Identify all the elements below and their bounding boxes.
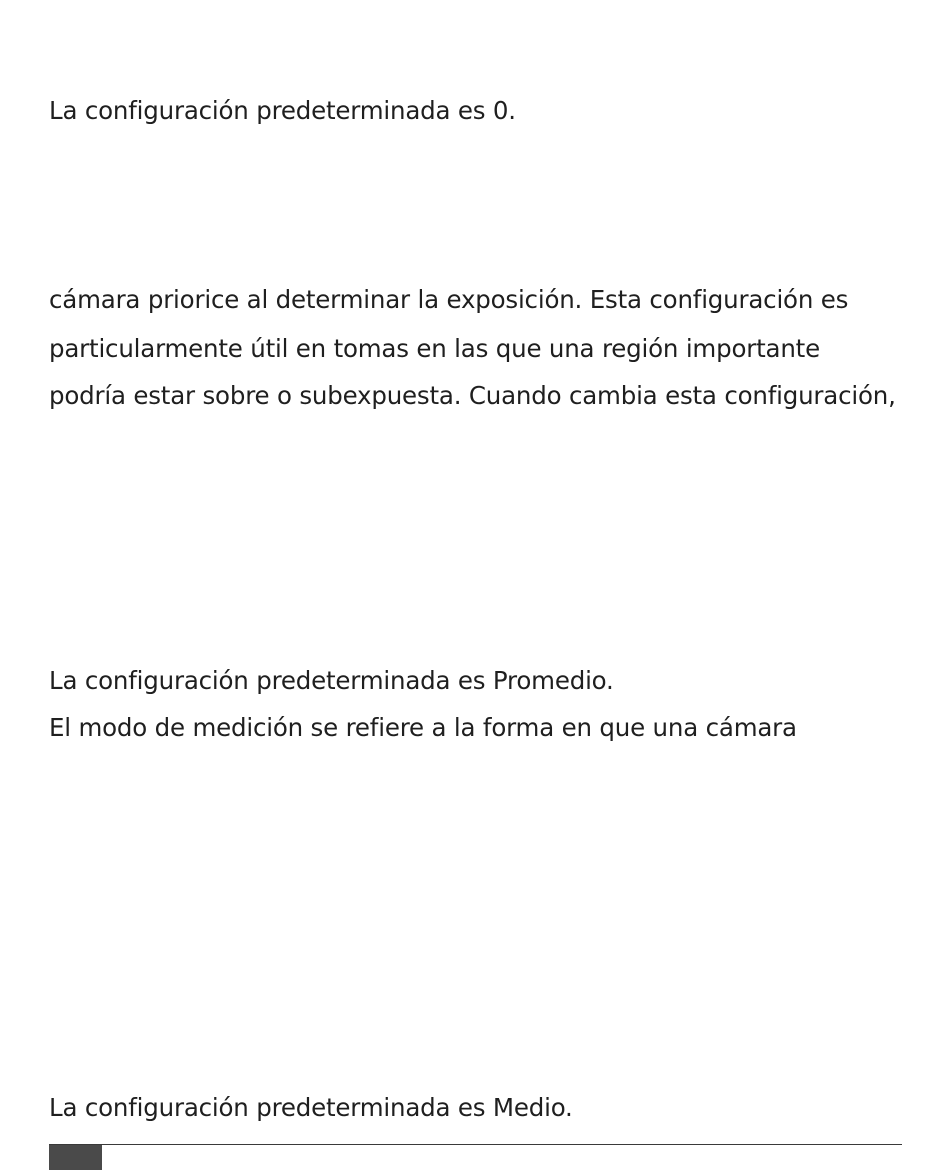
paragraph-line: cámara priorice al determinar la exposición. Esta configuración es xyxy=(49,285,849,314)
paragraph-line: podría estar sobre o subexpuesta. Cuando cambia esta configuración, xyxy=(49,381,896,410)
page-number-tab xyxy=(49,1145,102,1170)
default-setting-metering-text: La configuración predeterminada es Promedio. xyxy=(49,666,614,695)
default-setting-exposure-text: La configuración predeterminada es 0. xyxy=(49,96,516,125)
default-setting-medium-text: La configuración predeterminada es Medio. xyxy=(49,1093,573,1122)
paragraph-line: particularmente útil en tomas en las que una región importante xyxy=(49,334,820,363)
footer-divider xyxy=(49,1144,902,1145)
paragraph-line: El modo de medición se refiere a la forma en que una cámara xyxy=(49,713,797,742)
